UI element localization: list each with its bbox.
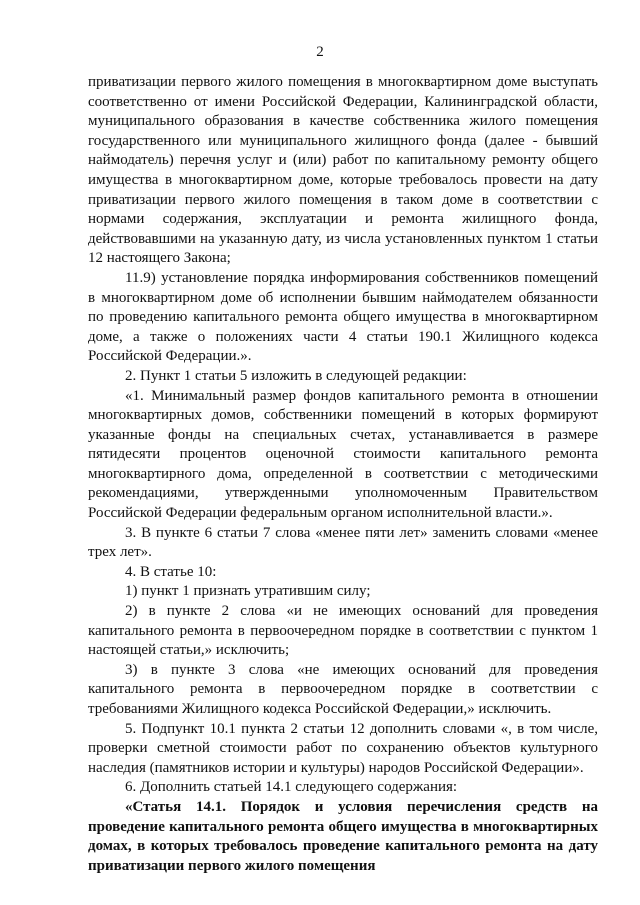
- paragraph-point-5: 5. Подпункт 10.1 пункта 2 статьи 12 дополнить словами «, в том числе, проверки сметной стоимости работ по сохранению объектов культурного наследия (памятников истории и культуры) народов Российской Федерации».: [88, 720, 598, 776]
- document-body: [88, 73, 598, 876]
- paragraph-point-4-sub-1: 1) пункт 1 признать утратившим силу;: [125, 583, 371, 600]
- article-14-1-heading: «Статья 14.1. Порядок и условия перечисления средств на проведение капитального ремонта общего имущества в многоквартирных домах, в которых требовалось проведение капитального ремонта на дату приватизации первого жилого помещения: [88, 798, 598, 874]
- paragraph-point-4-sub-3: 3) в пункте 3 слова «не имеющих оснований для проведения капитального ремонта в первоочередном порядке в соответствии с требованиями Жилищного кодекса Российской Федерации,» исключить.: [88, 661, 598, 717]
- page-number: 2: [316, 44, 324, 60]
- paragraph-point-6: 6. Дополнить статьей 14.1 следующего содержания:: [125, 779, 458, 796]
- paragraph-point-3: 3. В пункте 6 статьи 7 слова «менее пяти лет» заменить словами «менее трех лет».: [88, 524, 598, 561]
- paragraph-point-4: 4. В статье 10:: [125, 563, 217, 580]
- paragraph-point-4-sub-2: 2) в пункте 2 слова «и не имеющих оснований для проведения капитального ремонта в первоочередном порядке в соответствии с пунктом 1 настоящей статьи,» исключить;: [88, 603, 598, 659]
- paragraph-point-2-text: «1. Минимальный размер фондов капитального ремонта в отношении многоквартирных домов, собственники помещений в которых формируют указанные фонды на специальных счетах, устанавливается в размере пятидесяти процентов оценочной стоимости капитального ремонта многоквартирного дома, определенной в соответствии с методическими рекомендациями, утвержденными уполномоченным Правительством Российской Федерации федеральным органом исполнительной власти.».: [88, 387, 598, 522]
- paragraph-point-2: 2. Пункт 1 статьи 5 изложить в следующей редакции:: [125, 367, 467, 384]
- paragraph-item-11-9: 11.9) установление порядка информирования собственников помещений в многоквартирном доме об исполнении бывшим наймодателем обязанности по проведению капитального ремонта общего имущества в многоквартирном доме, а также о положениях части 4 статьи 190.1 Жилищного кодекса Российской Федерации.».: [88, 269, 598, 365]
- paragraph-continuation: приватизации первого жилого помещения в многоквартирном доме выступать соответственно от имени Российской Федерации, Калининградской области, муниципального образования в качестве собственника жилого помещения государственного или муниципального жилищного фонда (далее - бывший наймодатель) перечня услуг и (или) работ по капитальному ремонту общего имущества в многоквартирном доме, которые требовалось провести на дату приватизации первого жилого помещения в таком доме в соответствии с нормами содержания, эксплуатации и ремонта жилищного фонда, действовавшими на указанную дату, из числа установленных пунктом 1 статьи 12 настоящего Закона;: [88, 74, 598, 267]
